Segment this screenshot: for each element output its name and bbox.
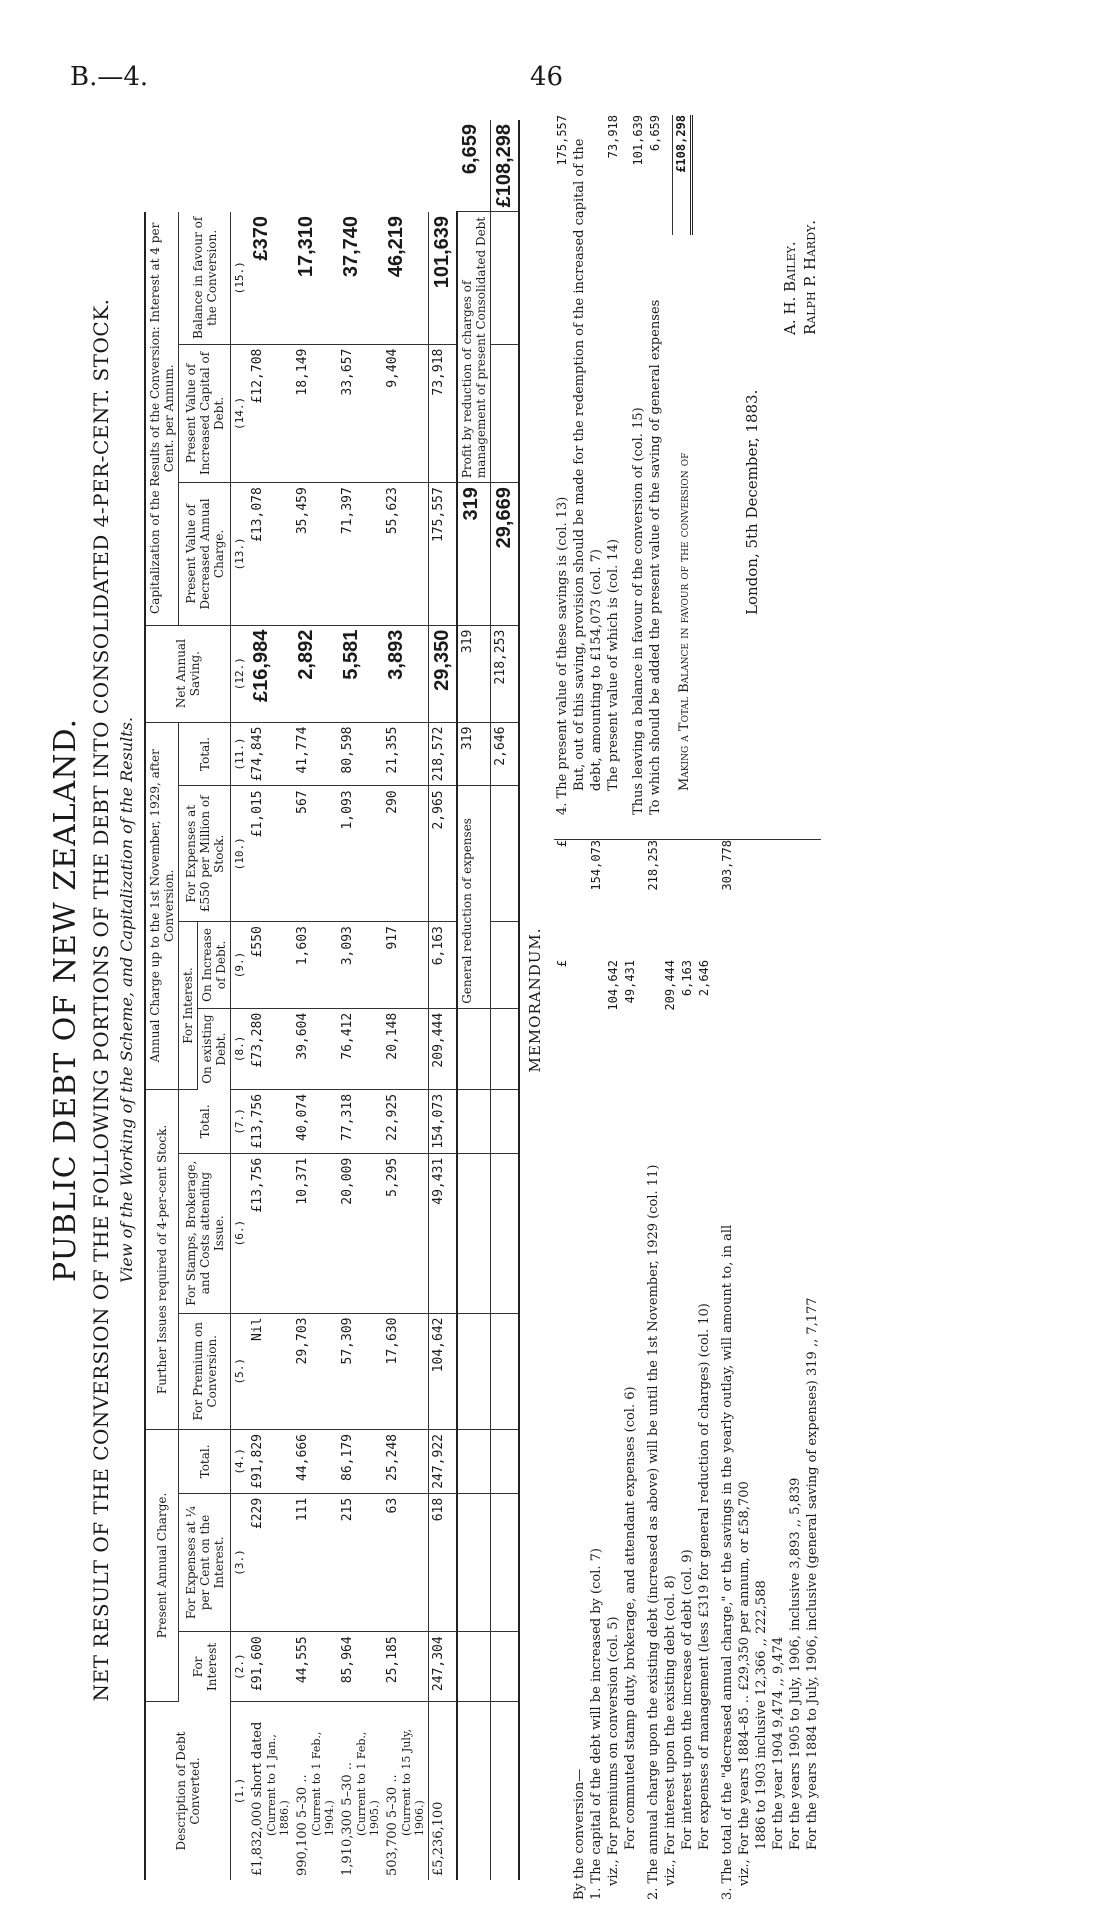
- col-header: For Expenses at £550 per Million of Stock.: [179, 786, 231, 922]
- value-cell: 22,925: [383, 1089, 429, 1153]
- empty-cell: [491, 922, 520, 1009]
- value-cell: £16,984: [248, 625, 293, 722]
- value-cell: 63: [383, 1493, 429, 1632]
- debt-label: 503,700 5–30 ..: [385, 1774, 400, 1876]
- totals-row: [429, 120, 458, 1880]
- value-cell: 46,219: [383, 212, 429, 344]
- column-number: (15.): [231, 212, 249, 344]
- value-cell: 44,555: [293, 1632, 338, 1702]
- total-cell: 209,444: [429, 1008, 458, 1089]
- value-cell: £13,756: [248, 1153, 293, 1313]
- value-cell: £229: [248, 1493, 293, 1632]
- total-cell: 6,163: [429, 922, 458, 1009]
- value-cell: 20,009: [338, 1153, 383, 1313]
- column-number: (8.): [231, 1008, 249, 1089]
- col-header: Total.: [179, 1429, 231, 1493]
- memo-line: 4. The present value of these savings is (col. 13) 175,557: [555, 115, 570, 815]
- column-number: (5.): [231, 1313, 249, 1429]
- empty-cell: [457, 1153, 491, 1313]
- grand-total: £108,298: [491, 120, 520, 212]
- col-header: Present Value of Increased Capital of Debt.: [179, 344, 231, 483]
- col-header: Balance in favour of the Conversion.: [179, 212, 231, 344]
- empty-cell: [457, 1429, 491, 1493]
- total-cell: 2,965: [429, 786, 458, 922]
- memo-date: London, 5th December, 1883.: [743, 389, 761, 615]
- memo-line: By the conversion—: [572, 1768, 587, 1900]
- value-cell: 57,309: [338, 1313, 383, 1429]
- column-number: (10.): [231, 786, 249, 922]
- empty-cell: [491, 1313, 520, 1429]
- empty-cell: [457, 1632, 491, 1702]
- value-cell: 39,604: [293, 1008, 338, 1089]
- value-cell: 33,657: [338, 344, 383, 483]
- value-cell: 29,703: [293, 1313, 338, 1429]
- empty-cell: [491, 212, 520, 344]
- memo-line: To which should be added the present value of the saving of general expenses 6,659: [648, 115, 663, 815]
- debt-label: 1,910,300 5–30 ..: [340, 1761, 355, 1876]
- page-title: PUBLIC DEBT OF NEW ZEALAND.: [48, 717, 83, 1283]
- column-number: (12.): [231, 625, 249, 722]
- profit-note: Profit by reduction of charges of management of present Consolidated Debt: [457, 212, 491, 483]
- table-row: [338, 120, 383, 1880]
- value-cell: 215: [338, 1493, 383, 1632]
- memo-line: viz., For the years 1884–85 .. £29,350 per annum, or £58,700: [737, 1481, 752, 1886]
- value-cell: 319: [457, 722, 491, 786]
- total-cell: 101,639: [429, 212, 458, 344]
- col-header: For Expenses at ¼ per Cent on the Interest.: [179, 1493, 231, 1632]
- column-number: (14.): [231, 344, 249, 483]
- col-desc-header: Description of Debt Converted.: [145, 1702, 231, 1881]
- value-cell: £1,015: [248, 786, 293, 922]
- total-cell: 154,073: [429, 1089, 458, 1153]
- value-cell: 1,603: [293, 922, 338, 1009]
- memo-line: For the years 1884 to July, 1906, inclusive (general saving of expenses) 319 ,, 7,177: [805, 1297, 820, 1850]
- column-number: (13.): [231, 483, 249, 625]
- empty-cell: [457, 1493, 491, 1632]
- memo-line: 2. The annual charge upon the existing debt (increased as above) will be until the 1st November, 1929 (col. 11) 218,253: [646, 840, 661, 1900]
- conversion-table: [144, 120, 520, 1880]
- value-cell: 9,404: [383, 344, 429, 483]
- net-saving-header: Net Annual Saving.: [145, 625, 231, 722]
- value-cell: £73,280: [248, 1008, 293, 1089]
- value-cell: 17,310: [293, 212, 338, 344]
- memo-right: [554, 115, 821, 840]
- signatory-2: Ralph P. Hardy.: [801, 219, 819, 335]
- value-cell: 25,185: [383, 1632, 429, 1702]
- memo-total-line: Making a Total Balance in favour of the conversion of £108,298: [674, 115, 692, 791]
- memo-line: Thus leaving a balance in favour of the conversion of (col. 15) 101,639: [631, 115, 646, 815]
- col-header: Total.: [179, 722, 231, 786]
- column-number: (2.): [231, 1632, 249, 1702]
- empty-cell: [491, 1089, 520, 1153]
- value-cell: 6,659: [457, 120, 491, 212]
- col-header: Present Value of Decreased Annual Charge.: [179, 483, 231, 625]
- annual-charge-header: Annual Charge up to the 1st November, 1929, after Conversion.: [145, 722, 179, 1089]
- memo-left: [554, 840, 821, 1900]
- present-charge-header: Present Annual Charge.: [145, 1429, 179, 1701]
- value-cell: 2,646: [491, 722, 520, 786]
- value-cell: 1,093: [338, 786, 383, 922]
- memo-line: For expenses of management (less £319 for general reduction of charges) (col. 10) 2,646: [697, 960, 712, 1850]
- memo-line: viz., For premiums on conversion (col. 5) 104,642: [606, 960, 621, 1886]
- total-cell: 218,572: [429, 722, 458, 786]
- value-cell: 29,669: [491, 483, 520, 625]
- empty-cell: [457, 1089, 491, 1153]
- total-cell: 29,350: [429, 625, 458, 722]
- value-cell: 290: [383, 786, 429, 922]
- value-cell: £13,756: [248, 1089, 293, 1153]
- debt-currency-note: (Current to 1 Feb., 1904.): [310, 1731, 336, 1836]
- value-cell: 18,149: [293, 344, 338, 483]
- debt-description: [248, 1702, 293, 1881]
- total-cell: 247,304: [429, 1632, 458, 1702]
- value-cell: 77,318: [338, 1089, 383, 1153]
- memo-line: For the years 1905 to July, 1906, inclusive 3,893 ,, 5,839: [788, 1477, 803, 1850]
- value-cell: 25,248: [383, 1429, 429, 1493]
- debt-currency-note: (Current to 1 Feb., 1905.): [355, 1731, 381, 1836]
- debt-label: 990,100 5–30 ..: [295, 1774, 310, 1876]
- empty-cell: [491, 1429, 520, 1493]
- memo-line: But, out of this saving, provision should be made for the redemption of the increased capital of the debt, amounting to £154,073 (col. 7): [572, 138, 604, 791]
- memo-line: 1. The capital of the debt will be increased by (col. 7) 154,073: [589, 840, 604, 1900]
- value-cell: £12,708: [248, 344, 293, 483]
- memo-line: 3. The total of the "decreased annual charge," or the savings in the yearly outlay, will amount to, in all 303,778: [720, 840, 735, 1900]
- empty-cell: [457, 1008, 491, 1089]
- value-cell: £91,600: [248, 1632, 293, 1702]
- col-header: For Interest: [179, 1632, 231, 1702]
- currency-symbol: £: [555, 960, 569, 968]
- column-number: (6.): [231, 1153, 249, 1313]
- total-cell: 104,642: [429, 1313, 458, 1429]
- memo-line: 1886 to 1903 inclusive 12,366 ,, 222,588: [754, 1580, 769, 1850]
- value-cell: 71,397: [338, 483, 383, 625]
- col-header: Total.: [179, 1089, 231, 1153]
- col-header: For Stamps, Brokerage, and Costs attending Issue.: [179, 1153, 231, 1313]
- empty-cell: [491, 786, 520, 922]
- col-header: For Premium on Conversion.: [179, 1313, 231, 1429]
- page-caption: View of the Working of the Scheme, and Capitalization of the Results.: [117, 717, 136, 1283]
- value-cell: 10,371: [293, 1153, 338, 1313]
- column-number: (9.): [231, 922, 249, 1009]
- memorandum: [554, 100, 821, 1900]
- memo-line: For interest upon the increase of debt (col. 9) 6,163: [680, 960, 695, 1850]
- memorandum-title: MEMORANDUM.: [526, 927, 544, 1073]
- empty-cell: [491, 1702, 520, 1881]
- column-numbers-row: [231, 120, 249, 1880]
- debt-currency-note: (Current to 1 Jan., 1886.): [265, 1734, 291, 1836]
- debt-currency-note: (Current to 15 July, 1906.): [400, 1728, 426, 1836]
- signatory-1: A. H. Bailey.: [781, 241, 799, 335]
- value-cell: 76,412: [338, 1008, 383, 1089]
- value-cell: 5,295: [383, 1153, 429, 1313]
- value-cell: 5,581: [338, 625, 383, 722]
- column-number: (4.): [231, 1429, 249, 1493]
- value-cell: 37,740: [338, 212, 383, 344]
- value-cell: 44,666: [293, 1429, 338, 1493]
- value-cell: 21,355: [383, 722, 429, 786]
- memo-line: For commuted stamp duty, brokerage, and attendant expenses (col. 6) 49,431: [623, 960, 638, 1850]
- for-interest-header: For Interest.: [179, 922, 198, 1090]
- value-cell: 85,964: [338, 1632, 383, 1702]
- value-cell: 319: [457, 483, 491, 625]
- debt-description: [293, 1702, 338, 1881]
- column-number: (1.): [233, 1777, 246, 1805]
- value-cell: £370: [248, 212, 293, 344]
- column-number: (11.): [231, 722, 249, 786]
- value-cell: £74,845: [248, 722, 293, 786]
- value-cell: 20,148: [383, 1008, 429, 1089]
- value-cell: 2,892: [293, 625, 338, 722]
- col-header: On existing Debt.: [198, 1008, 231, 1089]
- value-cell: 40,074: [293, 1089, 338, 1153]
- memo-line: The present value of which is (col. 14) 73,918: [606, 115, 621, 791]
- value-cell: 3,093: [338, 922, 383, 1009]
- page-subtitle: NET RESULT OF THE CONVERSION OF THE FOLLOWING PORTIONS OF THE DEBT INTO CONSOLIDATED 4-PER-CENT. STOCK.: [89, 298, 113, 1702]
- doc-reference: B.—4.: [70, 62, 149, 92]
- debt-label: £1,832,000 short dated: [250, 1721, 265, 1876]
- table-row: [248, 120, 293, 1880]
- empty-cell: [491, 1153, 520, 1313]
- value-cell: £91,829: [248, 1429, 293, 1493]
- table-row: [293, 120, 338, 1880]
- value-cell: 55,623: [383, 483, 429, 625]
- value-cell: 86,179: [338, 1429, 383, 1493]
- page-number: 46: [530, 62, 564, 92]
- column-number: (3.): [231, 1493, 249, 1632]
- general-reduction-label: General reduction of expenses: [457, 786, 491, 1008]
- value-cell: 41,774: [293, 722, 338, 786]
- value-cell: £550: [248, 922, 293, 1009]
- value-cell: £13,078: [248, 483, 293, 625]
- final-totals-row: [491, 120, 520, 1880]
- empty-cell: [457, 1702, 491, 1881]
- value-cell: Nil: [248, 1313, 293, 1429]
- table-row: [383, 120, 429, 1880]
- value-cell: 567: [293, 786, 338, 922]
- total-cell: 49,431: [429, 1153, 458, 1313]
- value-cell: 17,630: [383, 1313, 429, 1429]
- debt-description: [338, 1702, 383, 1881]
- table-body: [231, 120, 520, 1880]
- memo-line: viz., For interest upon the existing debt (col. 8) 209,444: [663, 960, 678, 1886]
- value-cell: 218,253: [491, 625, 520, 722]
- value-cell: 80,598: [338, 722, 383, 786]
- empty-cell: [491, 1493, 520, 1632]
- column-number: (7.): [231, 1089, 249, 1153]
- value-cell: 35,459: [293, 483, 338, 625]
- memo-line: For the year 1904 9,474 ,, 9,474: [771, 1636, 786, 1850]
- currency-symbol: £: [555, 840, 569, 848]
- total-cell: 618: [429, 1493, 458, 1632]
- further-issues-header: Further Issues required of 4-per-cent Stock.: [145, 1089, 179, 1429]
- value-cell: 111: [293, 1493, 338, 1632]
- capitalization-header: Capitalization of the Results of the Conversion: Interest at 4 per Cent. per Annum.: [145, 212, 179, 625]
- total-cell: 175,557: [429, 483, 458, 625]
- value-cell: 917: [383, 922, 429, 1009]
- rotated-page-content: [30, 100, 1050, 1900]
- col-header: On Increase of Debt.: [198, 922, 231, 1009]
- total-cell: 73,918: [429, 344, 458, 483]
- empty-cell: [491, 344, 520, 483]
- debt-description: [383, 1702, 429, 1881]
- total-cell: 247,922: [429, 1429, 458, 1493]
- general-reduction-row: [457, 120, 491, 1880]
- empty-cell: [457, 1313, 491, 1429]
- value-cell: 3,893: [383, 625, 429, 722]
- value-cell: 319: [457, 625, 491, 722]
- empty-cell: [491, 1008, 520, 1089]
- totals-label: £5,236,100: [429, 1702, 458, 1881]
- empty-cell: [491, 1632, 520, 1702]
